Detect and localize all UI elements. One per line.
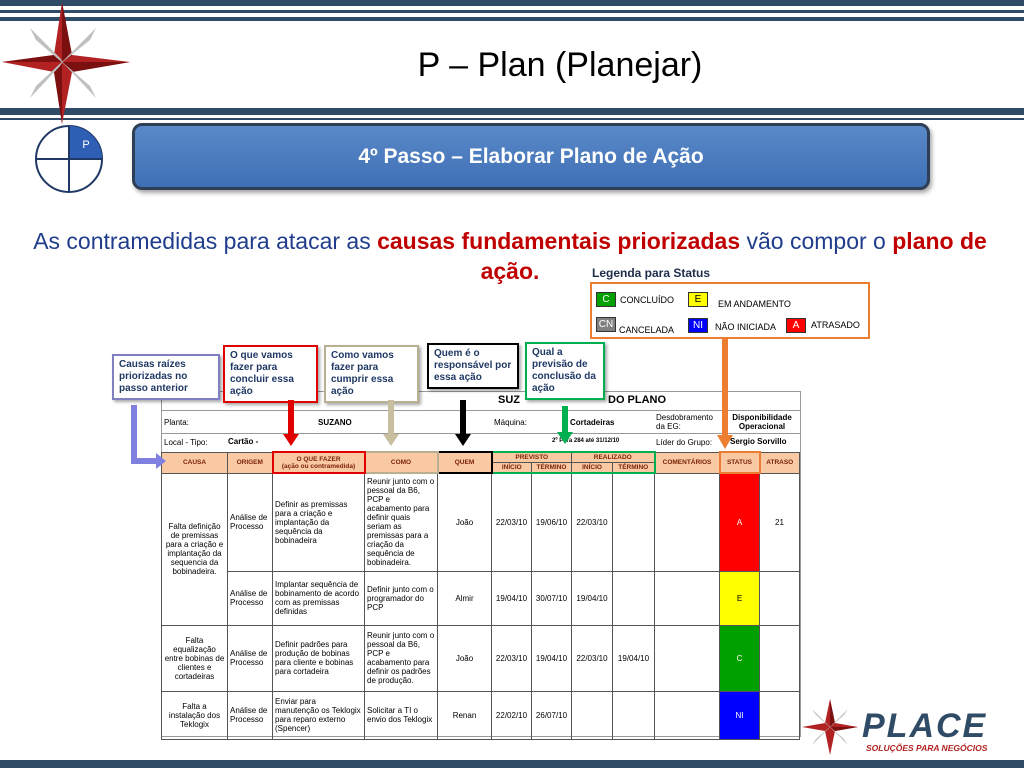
- sheet-title-left: SUZ: [498, 394, 520, 406]
- callout-quem: Quem é o responsável por essa ação: [427, 343, 519, 389]
- cell-causa: Falta a instalação dos Teklogix: [162, 691, 228, 739]
- cell-status: E: [720, 571, 760, 625]
- cell-atraso: [760, 571, 800, 625]
- cell-atraso: [760, 691, 800, 739]
- table-row: [162, 571, 800, 625]
- cell-prev-inicio: 22/02/10: [492, 691, 532, 739]
- cell-prev-termino: 30/07/10: [532, 571, 572, 625]
- cell-status: C: [720, 625, 760, 691]
- planta-label: Planta:: [164, 418, 189, 427]
- legend-code-cn: CN: [596, 317, 616, 332]
- callout-causas: Causas raízes priorizadas no passo anterior: [112, 354, 220, 400]
- arrow-oque: [288, 400, 294, 436]
- cell-como: Definir junto com o programador do PCP: [365, 571, 438, 625]
- arrow-quando-head: [557, 432, 573, 444]
- action-plan-table: [161, 451, 800, 740]
- header-quem: QUEM: [438, 452, 492, 473]
- cell-prev-inicio: 22/03/10: [492, 625, 532, 691]
- header-real-inicio: INÍCIO: [572, 463, 613, 474]
- periodo-value: 2º Para 284 até 31/12/10: [552, 438, 620, 444]
- cell-como: Reunir junto com o pessoal da B6, PCP e acabamento para definir quais seriam as premissas para a criação da sequência de bobinadeira.: [365, 473, 438, 571]
- cell-prev-termino: 26/07/10: [532, 691, 572, 739]
- mid-band-1: [0, 108, 1024, 115]
- local-label: Local - Tipo:: [164, 438, 208, 447]
- header-prev-termino: TÉRMINO: [532, 463, 572, 474]
- cell-oque: Implantar sequência de bobinamento de acordo com as premissas definidas: [273, 571, 365, 625]
- cell-quem: João: [438, 473, 492, 571]
- cell-real-inicio: [572, 691, 613, 739]
- table-row: [162, 473, 800, 571]
- top-band-1: [0, 0, 1024, 6]
- legend-title: Legenda para Status: [592, 266, 711, 280]
- cell-como: Reunir junto com o pessoal da B6, PCP e acabamento para definir os padrões de produção.: [365, 625, 438, 691]
- cell-origem: Análise de Processo: [228, 571, 273, 625]
- arrow-quando: [562, 406, 568, 434]
- cell-prev-termino: 19/06/10: [532, 473, 572, 571]
- arrow-status-head: [717, 435, 733, 449]
- header-real-termino: TÉRMINO: [613, 463, 655, 474]
- cell-real-termino: 19/04/10: [613, 625, 655, 691]
- legend-label-c: CONCLUÍDO: [620, 295, 675, 305]
- bottom-band: [0, 760, 1024, 768]
- header-causa: CAUSA: [162, 452, 228, 473]
- cell-real-inicio: 22/03/10: [572, 625, 613, 691]
- cell-status: A: [720, 473, 760, 571]
- step-title: 4º Passo – Elaborar Plano de Ação: [358, 144, 704, 168]
- legend-code-a: A: [786, 318, 806, 333]
- logo-name: PLACE: [862, 707, 988, 745]
- arrow-oque-head: [283, 434, 299, 446]
- arrow-causas: [128, 405, 168, 470]
- desdobramento-label: Desdobramento da EG:: [656, 413, 713, 431]
- cell-status: NI: [720, 691, 760, 739]
- cell-causa: Falta equalização entre bobinas de clientes e cortadeiras: [162, 625, 228, 691]
- intro-part4: plano de ação: [480, 228, 987, 284]
- callout-como: Como vamos fazer para cumprir essa ação: [324, 345, 419, 403]
- cell-comentarios: [655, 625, 720, 691]
- compass-star-icon: [0, 0, 135, 125]
- table-row: [162, 691, 800, 739]
- cell-atraso: 21: [760, 473, 800, 571]
- pdca-cycle-icon: [34, 124, 104, 194]
- arrow-quem-head: [455, 434, 471, 446]
- lider-label: Líder do Grupo:: [656, 438, 713, 447]
- legend-label-a: ATRASADO: [811, 320, 860, 330]
- callout-oque: O que vamos fazer para concluir essa ação: [223, 345, 318, 403]
- cell-atraso: [760, 625, 800, 691]
- header-atraso: ATRASO: [760, 452, 800, 473]
- header-comentarios: COMENTÁRIOS: [655, 452, 720, 473]
- sheet-divider-2: [161, 433, 801, 434]
- header-origem: ORIGEM: [228, 452, 273, 473]
- cell-origem: Análise de Processo: [228, 473, 273, 571]
- intro-part5: .: [533, 258, 540, 284]
- legend-code-e: E: [688, 292, 708, 307]
- header-previsto: PREVISTO: [492, 452, 572, 463]
- sheet-divider-1: [161, 410, 801, 411]
- intro-part2: causas fundamentais priorizadas: [377, 228, 741, 254]
- top-band-2: [0, 10, 1024, 13]
- cell-real-termino: [613, 571, 655, 625]
- legend-label-cn: CANCELADA: [619, 325, 675, 335]
- legend-label-ni: NÃO INICIADA: [715, 322, 777, 332]
- arrow-como-head: [383, 434, 399, 446]
- callout-quando: Qual a previsão de conclusão da ação: [525, 342, 605, 400]
- slide-title: P – Plan (Planejar): [417, 46, 703, 84]
- cell-real-termino: [613, 691, 655, 739]
- mid-band-2: [0, 118, 1024, 120]
- cell-origem: Análise de Processo: [228, 625, 273, 691]
- arrow-como: [388, 400, 394, 436]
- legend-label-e: EM ANDAMENTO: [718, 299, 791, 309]
- place-logo: [800, 697, 1015, 757]
- cell-real-inicio: 22/03/10: [572, 473, 613, 571]
- arrow-status: [722, 339, 728, 437]
- cell-real-termino: [613, 473, 655, 571]
- header-oque-sub: (ação ou contramedida): [281, 462, 356, 470]
- cell-quem: Almir: [438, 571, 492, 625]
- desdobramento-value: Disponibilidade Operacional: [732, 413, 792, 431]
- header-como: COMO: [365, 452, 438, 473]
- legend-code-c: C: [596, 292, 616, 307]
- cell-oque: Definir as premissas para a criação e implantação da sequência da bobinadeira: [273, 473, 365, 571]
- intro-part1: As contramedidas para atacar as: [33, 228, 378, 254]
- intro-part3: vão compor o: [740, 228, 893, 254]
- cell-prev-termino: 19/04/10: [532, 625, 572, 691]
- cell-comentarios: [655, 473, 720, 571]
- header-oque: [273, 452, 365, 473]
- cell-comentarios: [655, 571, 720, 625]
- cell-quem: João: [438, 625, 492, 691]
- cell-oque: Definir padrões para produção de bobinas para cliente e bobinas para cortadeira: [273, 625, 365, 691]
- cell-prev-inicio: 19/04/10: [492, 571, 532, 625]
- header-status: STATUS: [720, 452, 760, 473]
- header-oque-main: O QUE FAZER: [296, 455, 341, 463]
- logo-tagline: SOLUÇÕES PARA NEGÓCIOS: [866, 743, 988, 753]
- lider-value: Sergio Sorvillo: [730, 437, 787, 446]
- header-prev-inicio: INÍCIO: [492, 463, 532, 474]
- cell-causa: Falta definição de premissas para a criação e implantação da sequencia da bobinadeira.: [162, 473, 228, 625]
- maquina-value: Cortadeiras: [570, 418, 615, 427]
- local-value: Cartão -: [228, 437, 259, 446]
- sheet-title-right: DO PLANO: [608, 394, 667, 406]
- arrow-quem: [460, 400, 466, 436]
- intro-text: [30, 226, 990, 286]
- cell-como: Solicitar a TI o envio dos Teklogix: [365, 691, 438, 739]
- legend-code-ni: NI: [688, 318, 708, 333]
- top-band-3: [0, 17, 1024, 21]
- planta-value: SUZANO: [318, 418, 352, 427]
- cell-quem: Renan: [438, 691, 492, 739]
- pdca-letter: P: [82, 139, 90, 151]
- table-row: [162, 625, 800, 691]
- cell-oque: Enviar para manutenção os Teklogix para reparo externo (Spencer): [273, 691, 365, 739]
- cell-comentarios: [655, 691, 720, 739]
- header-realizado: REALIZADO: [572, 452, 655, 463]
- cell-prev-inicio: 22/03/10: [492, 473, 532, 571]
- step-banner: [132, 123, 930, 190]
- cell-origem: Análise de Processo: [228, 691, 273, 739]
- cell-real-inicio: 19/04/10: [572, 571, 613, 625]
- maquina-label: Máquina:: [494, 418, 527, 427]
